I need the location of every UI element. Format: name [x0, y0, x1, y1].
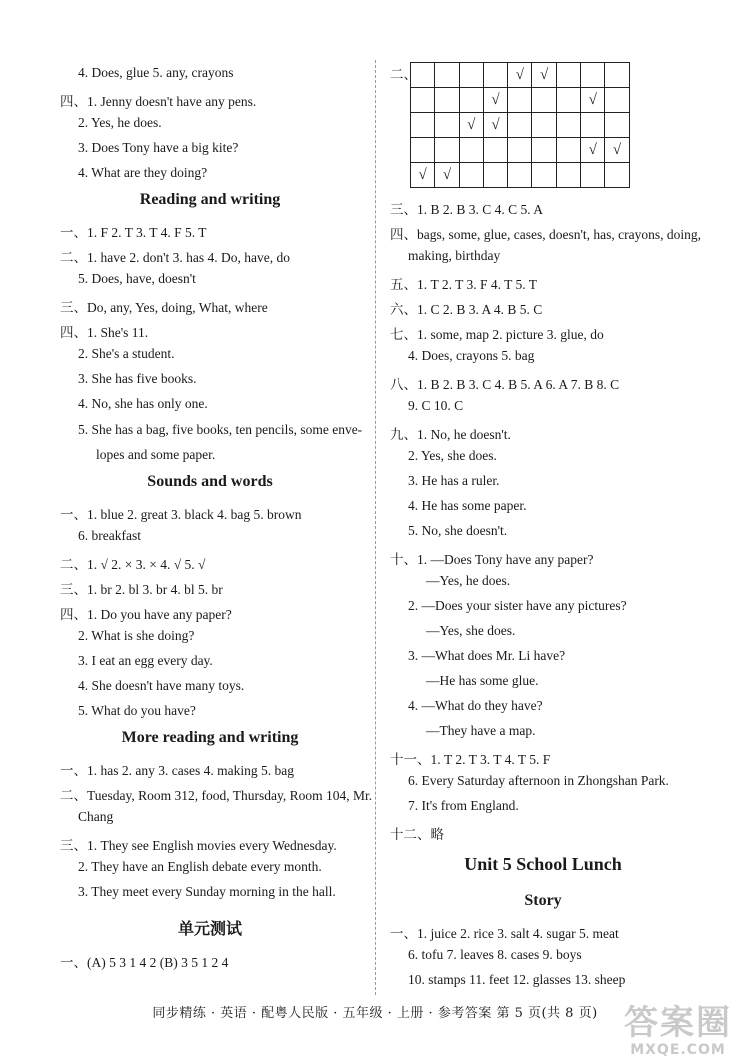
answer-line: 七、1. some, map 2. picture 3. glue, do: [390, 327, 604, 342]
grid-cell-checked: √: [411, 163, 435, 188]
grid-cell: [581, 113, 605, 138]
answer-line: 3. —What does Mr. Li have?: [408, 648, 566, 663]
section-heading: 单元测试: [177, 919, 243, 938]
answer-line: 六、1. C 2. B 3. A 4. B 5. C: [390, 302, 543, 317]
grid-cell: [508, 88, 532, 113]
page-footer: 同步精练 · 英语 · 配粤人民版 · 五年级 · 上册 · 参考答案 第 5 页(共 8 页): [152, 1006, 598, 1021]
grid-cell-checked: √: [581, 138, 605, 163]
answer-line: 3. I eat an egg every day.: [78, 653, 213, 668]
answer-line: making, birthday: [408, 248, 501, 263]
watermark-en: MXQE.COM: [630, 1042, 726, 1058]
answer-line: lopes and some paper.: [96, 447, 216, 462]
answer-line: 3. They meet every Sunday morning in the hall.: [78, 884, 336, 899]
grid-cell: [605, 63, 629, 88]
answer-line: 五、1. T 2. T 3. F 4. T 5. T: [390, 277, 538, 292]
answer-line: —He has some glue.: [426, 673, 539, 688]
grid-cell: [581, 163, 605, 188]
grid-cell: [532, 113, 556, 138]
answer-line: 2. She's a student.: [78, 346, 175, 361]
section-heading: Story: [524, 892, 562, 909]
grid-cell: [581, 63, 605, 88]
answer-line: —Yes, she does.: [426, 623, 516, 638]
grid-row: [411, 138, 630, 163]
answer-line: 2. Yes, he does.: [78, 115, 162, 130]
answer-line: 一、(A) 5 3 1 4 2 (B) 3 5 1 2 4: [60, 955, 229, 970]
answer-line: 4. No, she has only one.: [78, 396, 208, 411]
grid-cell: [532, 88, 556, 113]
grid-cell: [605, 113, 629, 138]
answer-line: 三、Do, any, Yes, doing, What, where: [60, 300, 268, 315]
grid-row: [411, 88, 630, 113]
grid-cell: [411, 88, 435, 113]
grid-cell: [459, 63, 483, 88]
grid-cell-checked: √: [483, 88, 507, 113]
column-divider: [375, 60, 376, 995]
grid-cell: [483, 63, 507, 88]
grid-cell-checked: √: [483, 113, 507, 138]
grid-cell: [459, 163, 483, 188]
watermark-logo: [624, 1003, 732, 1058]
answer-line: 四、1. Jenny doesn't have any pens.: [60, 94, 257, 109]
answer-line: 一、1. has 2. any 3. cases 4. making 5. bag: [60, 763, 294, 778]
answer-line: 四、1. Do you have any paper?: [60, 607, 232, 622]
grid-cell: [532, 163, 556, 188]
grid-cell: [483, 138, 507, 163]
answer-line: —Yes, he does.: [426, 573, 511, 588]
answer-line: 4. What are they doing?: [78, 165, 208, 180]
grid-row: [411, 163, 630, 188]
answer-line: 四、1. She's 11.: [60, 325, 149, 340]
grid-cell: [532, 138, 556, 163]
answer-line: 7. It's from England.: [408, 798, 519, 813]
answer-line: 5. She has a bag, five books, ten pencils, some enve-: [78, 422, 363, 437]
grid-cell: [556, 138, 580, 163]
answer-line: —They have a map.: [426, 723, 536, 738]
watermark-cn: 答案圈: [624, 1003, 732, 1043]
answer-line: 2. They have an English debate every month.: [78, 859, 322, 874]
grid-cell: [508, 138, 532, 163]
answer-line: 4. —What do they have?: [408, 698, 543, 713]
answer-line: 6. Every Saturday afternoon in Zhongshan Park.: [408, 773, 669, 788]
grid-cell-checked: √: [532, 63, 556, 88]
answer-line: 一、1. juice 2. rice 3. salt 4. sugar 5. meat: [390, 926, 619, 941]
answer-line: 2. Yes, she does.: [408, 448, 497, 463]
answer-line: 3. Does Tony have a big kite?: [78, 140, 239, 155]
grid-cell: [411, 113, 435, 138]
answer-line: 3. He has a ruler.: [408, 473, 500, 488]
answer-line: 4. Does, crayons 5. bag: [408, 348, 535, 363]
answer-line: 三、1. They see English movies every Wednesday.: [60, 838, 337, 853]
answer-line: 9. C 10. C: [408, 398, 464, 413]
grid-cell-checked: √: [581, 88, 605, 113]
grid-row: [411, 113, 630, 138]
answer-line: 5. What do you have?: [78, 703, 196, 718]
grid-cell: [556, 113, 580, 138]
answer-line: 二、1. have 2. don't 3. has 4. Do, have, do: [60, 250, 291, 265]
grid-cell: [508, 113, 532, 138]
section-heading: More reading and writing: [121, 729, 299, 746]
answer-line: 2. —Does your sister have any pictures?: [408, 598, 627, 613]
grid-cell: [556, 88, 580, 113]
answer-line: 八、1. B 2. B 3. C 4. B 5. A 6. A 7. B 8. C: [390, 377, 620, 392]
answer-line: 三、1. br 2. bl 3. br 4. bl 5. br: [60, 582, 223, 597]
grid-cell: [459, 88, 483, 113]
grid-cell: [508, 163, 532, 188]
answer-line: 10. stamps 11. feet 12. glasses 13. sheep: [408, 972, 626, 987]
answer-line: 十、1. —Does Tony have any paper?: [390, 552, 594, 567]
answer-line: 四、bags, some, glue, cases, doesn't, has, crayons, doing,: [390, 227, 702, 242]
answer-line: 4. She doesn't have many toys.: [78, 678, 245, 693]
answer-line: 十二、略: [390, 827, 444, 842]
grid-cell: [483, 163, 507, 188]
unit-heading: Unit 5 School Lunch: [464, 854, 622, 874]
grid-cell: [459, 138, 483, 163]
answer-line: 三、1. B 2. B 3. C 4. C 5. A: [390, 202, 544, 217]
answer-line: 4. He has some paper.: [408, 498, 527, 513]
answer-line: 2. What is she doing?: [78, 628, 195, 643]
grid-cell: [411, 63, 435, 88]
grid-cell-checked: √: [435, 163, 459, 188]
grid-cell: [435, 63, 459, 88]
answer-line: 5. Does, have, doesn't: [78, 271, 196, 286]
answer-line: 二、1. √ 2. × 3. × 4. √ 5. √: [60, 557, 206, 572]
grid-cell-checked: √: [459, 113, 483, 138]
answer-line: 九、1. No, he doesn't.: [390, 427, 511, 442]
answer-line: 6. breakfast: [78, 528, 141, 543]
grid-cell-checked: √: [605, 138, 629, 163]
answer-line: 6. tofu 7. leaves 8. cases 9. boys: [408, 947, 582, 962]
answer-line: 4. Does, glue 5. any, crayons: [78, 65, 234, 80]
answer-grid: [410, 62, 630, 188]
grid-label: 二、: [390, 67, 417, 82]
grid-cell: [435, 138, 459, 163]
grid-cell: [435, 113, 459, 138]
answer-line: 二、Tuesday, Room 312, food, Thursday, Room 104, Mr.: [60, 788, 373, 803]
grid-cell: [556, 163, 580, 188]
answer-line: 5. No, she doesn't.: [408, 523, 508, 538]
answer-line: Chang: [78, 809, 114, 824]
grid-row: [411, 63, 630, 88]
grid-cell: [605, 88, 629, 113]
answer-line: 一、1. F 2. T 3. T 4. F 5. T: [60, 225, 207, 240]
answer-line: 3. She has five books.: [78, 371, 197, 386]
grid-cell: [605, 163, 629, 188]
section-heading: Sounds and words: [147, 473, 273, 490]
section-heading: Reading and writing: [139, 191, 281, 208]
grid-cell: [435, 88, 459, 113]
grid-cell: [411, 138, 435, 163]
answer-line: 十一、1. T 2. T 3. T 4. T 5. F: [390, 752, 551, 767]
grid-cell-checked: √: [508, 63, 532, 88]
grid-cell: [556, 63, 580, 88]
answer-line: 一、1. blue 2. great 3. black 4. bag 5. brown: [60, 507, 302, 522]
